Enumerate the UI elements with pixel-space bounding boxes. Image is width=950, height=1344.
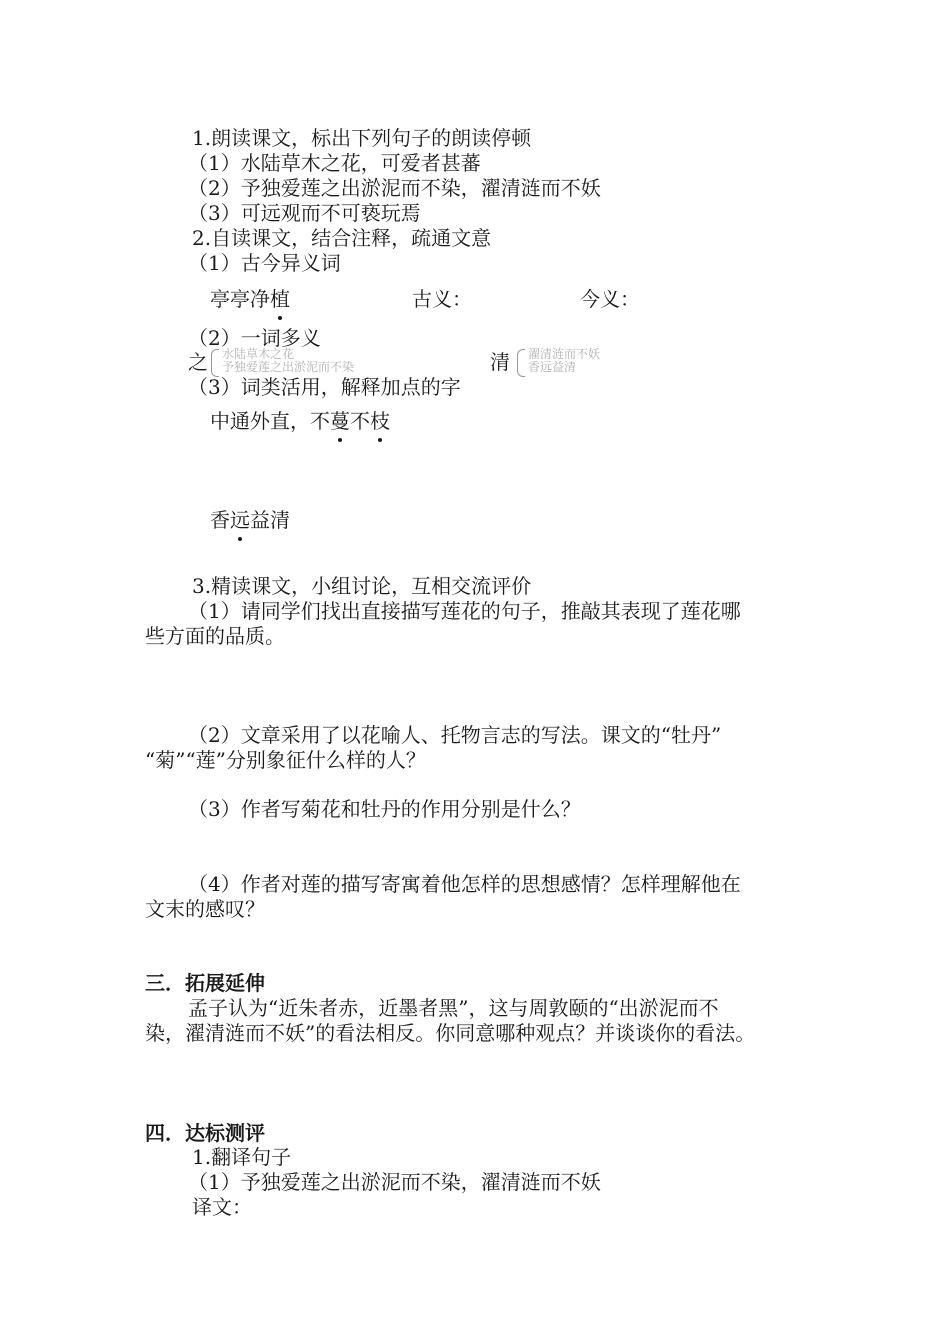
brace-zhi <box>211 349 219 377</box>
qing-usage-1: 濯清涟而不妖 <box>528 347 601 361</box>
extension-heading: 三．拓展延伸 <box>145 971 265 995</box>
s3-q4-line1: （4）作者对莲的描写寄寓着他怎样的思想感情？怎样理解他在 <box>188 872 741 896</box>
s2-sub3: （3）词类活用，解释加点的字 <box>188 375 461 399</box>
ancient-meaning-label: 古义： <box>412 287 472 311</box>
extension-para-line2: 染，濯清涟而不妖”的看法相反。你同意哪种观点？并谈谈你的看法。 <box>145 1021 756 1045</box>
brace-qing <box>517 349 525 377</box>
extension-para-line1: 孟子认为“近朱者赤，近墨者黑”，这与周敦颐的“出淤泥而不 <box>188 996 719 1020</box>
conversion-example-2: 香远益清 <box>210 508 290 532</box>
modern-meaning-label: 今义： <box>580 287 640 311</box>
s3-q1-line1: （1）请同学们找出直接描写莲花的句子，推敲其表现了莲花哪 <box>188 599 741 623</box>
s2-sub2: （2）一词多义 <box>188 326 321 350</box>
s1-item-1: （1）水陆草木之花，可爱者甚蕃 <box>188 151 481 175</box>
qing-usage-2: 香远益清 <box>528 360 577 374</box>
zhi-usage-2: 予独爱莲之出淤泥而不染 <box>222 360 355 374</box>
s3-q4-line2: 文末的感叹？ <box>145 897 265 921</box>
test-item-1: 1.翻译句子 <box>192 1145 292 1169</box>
s3-q3: （3）作者写菊花和牡丹的作用分别是什么？ <box>188 797 581 821</box>
s1-title: 1.朗读课文，标出下列句子的朗读停顿 <box>192 126 532 150</box>
dotted-char: 植 <box>270 287 290 311</box>
s3-q1-line2: 些方面的品质。 <box>145 624 285 648</box>
polysemy-qing-char: 清 <box>490 350 510 374</box>
s3-q2-line2: “菊”“莲”分别象征什么样的人？ <box>145 748 426 772</box>
answer-label: 译文： <box>192 1195 252 1219</box>
polysemy-zhi-char: 之 <box>188 350 208 374</box>
s1-item-2: （2）予独爱莲之出淤泥而不染，濯清涟而不妖 <box>188 176 601 200</box>
zhi-usage-1: 水陆草木之花 <box>222 347 295 361</box>
dotted-char: 枝 <box>370 409 390 433</box>
s3-title: 3.精读课文，小组讨论，互相交流评价 <box>192 574 532 598</box>
s1-item-3: （3）可远观而不可亵玩焉 <box>188 201 421 225</box>
test-q1: （1）予独爱莲之出淤泥而不染，濯清涟而不妖 <box>188 1170 601 1194</box>
ancient-modern-word: 亭亭净植 <box>210 287 290 311</box>
s3-q2-line1: （2）文章采用了以花喻人、托物言志的写法。课文的“牡丹” <box>188 723 722 747</box>
dotted-char: 蔓 <box>330 409 350 433</box>
dotted-char: 远 <box>230 508 250 532</box>
conversion-example-1: 中通外直，不蔓不枝 <box>210 409 390 433</box>
s2-title: 2.自读课文，结合注释，疏通文意 <box>192 226 492 250</box>
test-heading: 四．达标测评 <box>145 1121 265 1145</box>
s2-sub1: （1）古今异义词 <box>188 251 341 275</box>
